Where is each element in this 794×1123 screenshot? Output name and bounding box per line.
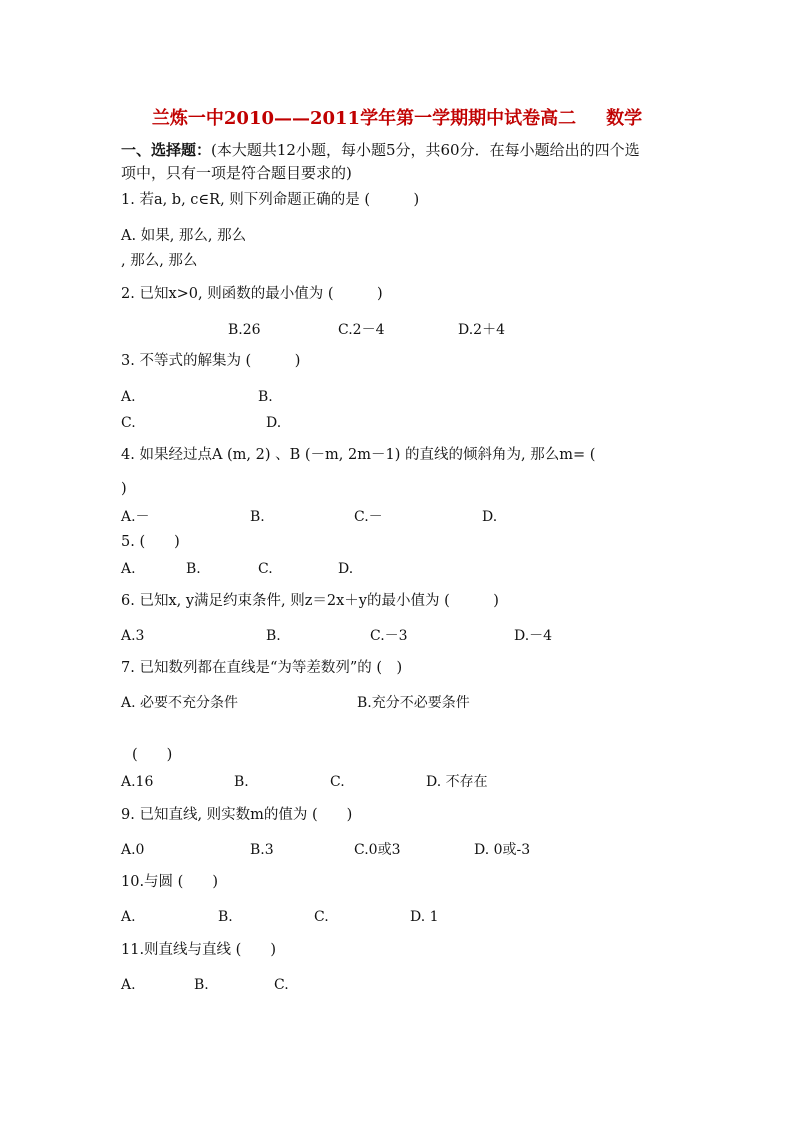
q6-option-a: A.3 [121,628,145,644]
q10-option-b: B. [218,909,233,925]
q9-option-a: A.0 [121,842,145,858]
q9-stem: 9. 已知直线, 则实数m的值为 ( ) [121,807,353,823]
q1-stem: 1. 若a, b, c∈R, 则下列命题正确的是 ( ) [121,192,420,208]
q1-line3: , 那么, 那么 [121,253,198,269]
q4-stem: 4. 如果经过点A (m, 2) 、B (－m, 2m－1) 的直线的倾斜角为, 那么m= ( [121,447,596,463]
q4-option-b: B. [250,509,265,525]
q4-option-a: A.－ [121,509,150,525]
exam-title-subject: 数学 [606,108,643,129]
q6-option-b: B. [266,628,281,644]
q3-option-a: A. [121,389,136,405]
q8-option-c: C. [330,774,345,790]
q3-option-c: C. [121,415,136,431]
q2-stem: 2. 已知x>0, 则函数的最小值为 ( ) [121,286,383,302]
q11-option-a: A. [121,977,136,993]
q3-stem: 3. 不等式的解集为 ( ) [121,353,301,369]
q10-option-a: A. [121,909,136,925]
q8-stem: ( ) [132,747,173,763]
q10-option-c: C. [314,909,329,925]
q9-option-c: C.0或3 [354,842,401,858]
q11-option-b: B. [194,977,209,993]
q5-option-d: D. [338,561,354,577]
q11-stem: 11.则直线与直线 ( ) [121,942,276,958]
q2-option-c: C.2－4 [338,322,385,338]
section-instructions-2: 项中，只有一项是符合题目要求的) [121,164,352,182]
q2-option-b: B.26 [228,322,261,338]
q5-option-c: C. [258,561,273,577]
q6-stem: 6. 已知x, y满足约束条件, 则z＝2x＋y的最小值为 ( ) [121,593,499,609]
q5-option-a: A. [121,561,136,577]
q7-option-b: B.充分不必要条件 [357,695,470,711]
q11-option-c: C. [274,977,289,993]
q8-option-a: A.16 [121,774,154,790]
q4-option-d: D. [482,509,498,525]
q1-line2: A. 如果, 那么, 那么 [121,228,247,244]
q5-option-b: B. [186,561,201,577]
q4-stem-cont: ) [121,481,127,497]
section-heading: 一、选择题： [121,141,212,159]
q6-option-c: C.－3 [370,628,408,644]
q10-stem: 10.与圆 ( ) [121,874,218,890]
q5-stem: 5. ( ) [121,534,180,550]
q6-option-d: D.－4 [514,628,553,644]
q3-option-b: B. [258,389,273,405]
q8-option-d: D. 不存在 [426,774,488,790]
q10-option-d: D. 1 [410,909,439,925]
q3-option-d: D. [266,415,282,431]
section-instructions-1: (本大题共12小题，每小题5分，共60分．在每小题给出的四个选 [211,141,640,159]
exam-title-main: 兰炼一中2010——2011学年第一学期期中试卷高二 [151,108,577,129]
q8-option-b: B. [234,774,249,790]
q4-option-c: C.－ [354,509,383,525]
q9-option-d: D. 0或-3 [474,842,531,858]
q7-stem: 7. 已知数列都在直线是“为等差数列”的 ( ) [121,660,403,676]
q2-option-d: D.2＋4 [458,322,505,338]
q9-option-b: B.3 [250,842,274,858]
q7-option-a: A. 必要不充分条件 [121,695,239,711]
exam-title [0,104,794,130]
section-heading-line [121,140,640,160]
